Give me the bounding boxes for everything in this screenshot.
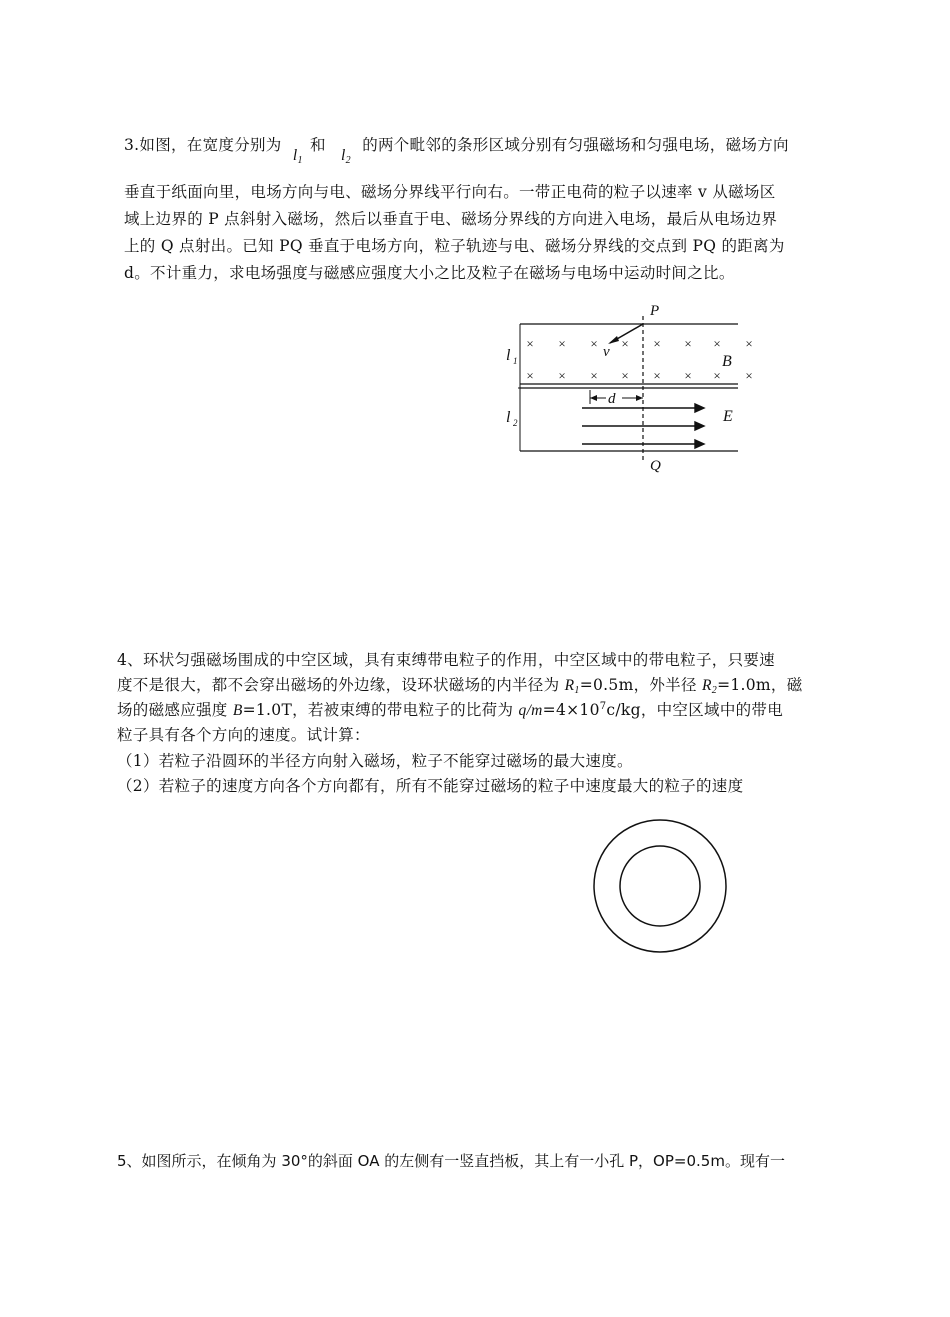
q4-line-6: （2）若粒子的速度方向各个方向都有，所有不能穿过磁场的粒子中速度最大的粒子的速度 xyxy=(117,777,744,795)
q4-text: =4×10 xyxy=(542,701,600,719)
cross-mark: × xyxy=(590,336,598,351)
q3-line-4: 上的 Q 点射出。已知 PQ 垂直于电场方向，粒子轨迹与电、磁场分界线的交点到 PQ 的距离为 xyxy=(124,237,785,255)
label-l1: l xyxy=(506,347,511,364)
q4-text: =0.5m，外半径 xyxy=(579,676,702,694)
cross-mark: × xyxy=(558,368,566,383)
label-l2-sub: 2 xyxy=(513,418,518,428)
label-E: E xyxy=(723,408,733,425)
cross-mark: × xyxy=(558,336,566,351)
cross-mark: × xyxy=(621,368,629,383)
q5-line-1: 5、如图所示，在倾角为 30°的斜面 OA 的左侧有一竖直挡板，其上有一小孔 P，OP=0.5m。现有一 xyxy=(117,1152,785,1170)
cross-mark: × xyxy=(621,336,629,351)
cross-mark: × xyxy=(745,368,753,383)
q4-text: c/kg，中空区域中的带电 xyxy=(606,701,784,719)
cross-mark: × xyxy=(713,336,721,351)
cross-mark: × xyxy=(526,368,534,383)
q4-text: 场的磁感应强度 xyxy=(117,701,233,719)
l1-symbol: $l_1$ xyxy=(292,147,303,166)
q4-line-1: 4、环状匀强磁场围成的中空区域，具有束缚带电粒子的作用，中空区域中的带电粒子，只要速 xyxy=(117,651,775,669)
label-v: v xyxy=(603,344,610,360)
label-l1-sub: 1 xyxy=(513,356,518,366)
cross-mark: × xyxy=(684,336,692,351)
q3-line-2: 垂直于纸面向里，电场方向与电、磁场分界线平行向右。一带正电荷的粒子以速率 v 从磁场区 xyxy=(124,183,776,201)
cross-mark: × xyxy=(590,368,598,383)
R2-symbol: $R_2$ xyxy=(702,677,718,696)
cross-mark: × xyxy=(713,368,721,383)
q4-line-4: 粒子具有各个方向的速度。试计算： xyxy=(117,726,370,744)
ring-magnetic-field-figure xyxy=(590,818,740,958)
cross-mark: × xyxy=(684,368,692,383)
cross-mark: × xyxy=(653,336,661,351)
exponent: 7 xyxy=(599,701,607,712)
q4-text: 度不是很大，都不会穿出磁场的外边缘，设环状磁场的内半径为 xyxy=(117,676,565,694)
cross-mark: × xyxy=(526,336,534,351)
B-symbol: B xyxy=(232,702,243,719)
outer-circle xyxy=(594,820,726,952)
q3-field-figure xyxy=(500,298,770,478)
label-P: P xyxy=(650,303,660,319)
q4-line-2 xyxy=(117,673,803,696)
q3-line-1 xyxy=(124,133,789,166)
l2-symbol: $l_2$ xyxy=(341,147,351,166)
inner-circle xyxy=(620,846,700,926)
cross-mark: × xyxy=(745,336,753,351)
R1-symbol: $R_1$ xyxy=(564,677,580,696)
qm-symbol: q/m xyxy=(518,702,543,719)
label-B: B xyxy=(722,353,732,370)
q3-text: 3.如图，在宽度分别为 xyxy=(124,136,282,154)
q4-text: =1.0m，磁 xyxy=(717,676,803,694)
and-text: 和 xyxy=(309,136,326,154)
q4-line-5: （1）若粒子沿圆环的半径方向射入磁场，粒子不能穿过磁场的最大速度。 xyxy=(117,752,633,770)
label-Q: Q xyxy=(650,458,661,474)
q3-line-5: d。不计重力，求电场强度与磁感应强度大小之比及粒子在磁场与电场中运动时间之比。 xyxy=(124,264,735,282)
label-l2: l xyxy=(506,409,511,426)
q3-text: 的两个毗邻的条形区域分别有匀强磁场和匀强电场，磁场方向 xyxy=(362,136,789,154)
q4-text: =1.0T，若被束缚的带电粒子的比荷为 xyxy=(242,701,519,719)
cross-mark: × xyxy=(653,368,661,383)
label-d: d xyxy=(608,391,616,407)
q3-line-3: 域上边界的 P 点斜射入磁场，然后以垂直于电、磁场分界线的方向进入电场，最后从电场边界 xyxy=(124,210,778,228)
q4-line-3 xyxy=(117,698,783,720)
